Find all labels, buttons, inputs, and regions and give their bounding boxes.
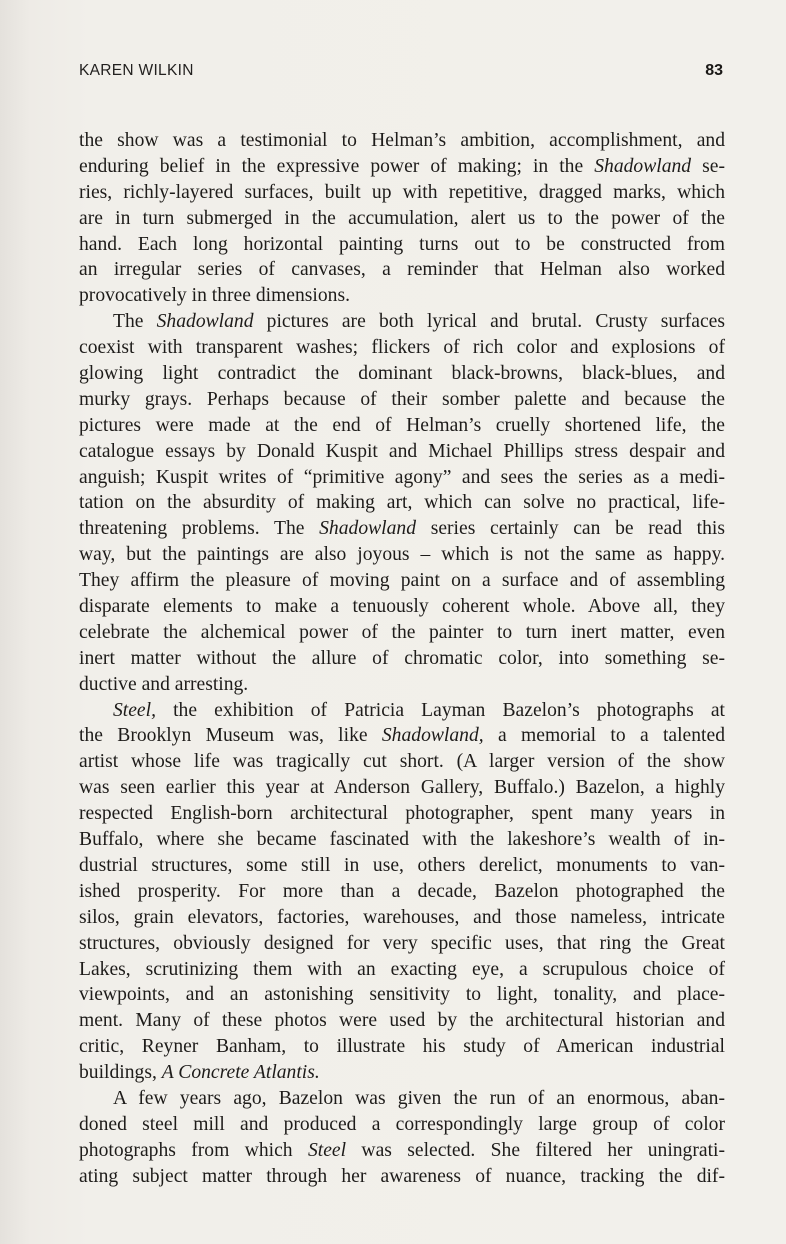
text-run: way, but the paintings are also joyous – which is not the same as happy. (79, 544, 725, 566)
text-line (79, 931, 725, 957)
text-run: enduring belief in the expressive power of making; in the (79, 155, 595, 177)
text-line (79, 232, 725, 258)
paragraph (79, 309, 725, 697)
text-run: provocatively in three dimensions. (79, 285, 350, 307)
text-line (79, 180, 725, 206)
text-run: catalogue essays by Donald Kuspit and Michael Phillips stress despair and (79, 440, 725, 462)
text-line (79, 361, 725, 387)
italic-title: Shadowland (594, 155, 692, 177)
text-run: disparate elements to make a tenuously coherent whole. Above all, they (79, 596, 725, 618)
italic-title: A Concrete Atlantis. (161, 1062, 320, 1084)
text-run: viewpoints, and an astonishing sensitivity to light, tonality, and place- (79, 984, 725, 1006)
italic-title: Steel, (113, 699, 156, 721)
text-line (79, 827, 725, 853)
body-text (79, 128, 725, 1190)
text-line (79, 1060, 725, 1086)
text-line (79, 413, 725, 439)
paragraph (79, 1086, 725, 1190)
text-run: silos, grain elevators, factories, warehouses, and those nameless, intricate (79, 906, 725, 928)
text-run: coexist with transparent washes; flickers of rich color and explosions of (79, 337, 725, 359)
text-run: inert matter without the allure of chromatic color, into something se- (79, 647, 725, 669)
text-line (79, 672, 725, 698)
text-run: ished prosperity. For more than a decade, Bazelon photographed the (79, 880, 725, 902)
text-run: A few years ago, Bazelon was given the run of an enormous, aban- (113, 1087, 725, 1109)
text-run: are in turn submerged in the accumulation, alert us to the power of the (79, 207, 725, 229)
text-run: se- (691, 155, 725, 177)
text-run: hand. Each long horizontal painting turns out to be constructed from (79, 233, 725, 255)
text-line (79, 879, 725, 905)
text-run: Lakes, scrutinizing them with an exacting eye, a scrupulous choice of (79, 958, 725, 980)
page-header (79, 62, 723, 84)
text-run: was selected. She filtered her uningrati- (346, 1139, 725, 1161)
text-line (79, 620, 725, 646)
italic-title: Shadowland (156, 311, 254, 333)
text-line (79, 439, 725, 465)
text-run: ries, richly-layered surfaces, built up with repetitive, dragged marks, which (79, 181, 725, 203)
text-run: buildings, (79, 1062, 162, 1084)
text-line (79, 1008, 725, 1034)
text-run: a memorial to a talented (483, 725, 725, 747)
text-line (79, 749, 725, 775)
text-line (79, 646, 725, 672)
text-line (79, 283, 725, 309)
text-line (79, 128, 725, 154)
paragraph (79, 128, 725, 309)
text-run: tation on the absurdity of making art, which can solve no practical, life- (79, 492, 725, 514)
text-line (79, 594, 725, 620)
paragraph (79, 698, 725, 1086)
text-line (79, 335, 725, 361)
text-run: celebrate the alchemical power of the painter to turn inert matter, even (79, 621, 725, 643)
text-run: artist whose life was tragically cut short. (A larger version of the show (79, 751, 725, 773)
text-run: ment. Many of these photos were used by the architectural historian and (79, 1010, 725, 1032)
text-run: dustrial structures, some still in use, others derelict, monuments to van- (79, 854, 725, 876)
text-line (79, 982, 725, 1008)
text-run: anguish; Kuspit writes of “primitive agony” and sees the series as a medi- (79, 466, 725, 488)
text-run: the show was a testimonial to Helman’s ambition, accomplishment, and (79, 130, 725, 151)
text-run: murky grays. Perhaps because of their somber palette and because the (79, 388, 725, 410)
text-run: respected English-born architectural photographer, spent many years in (79, 803, 725, 825)
text-line (79, 206, 725, 232)
text-line (79, 465, 725, 491)
text-line (79, 542, 725, 568)
page-number: 83 (705, 62, 723, 79)
italic-title: Steel (307, 1139, 347, 1161)
text-run: threatening problems. The (79, 518, 320, 540)
text-run: The (113, 311, 157, 333)
italic-title: Shadowland, (381, 725, 484, 747)
text-run: critic, Reyner Banham, to illustrate his study of American industrial (79, 1036, 725, 1058)
text-line (79, 516, 725, 542)
text-line (79, 387, 725, 413)
text-line (79, 309, 725, 335)
text-run: the exhibition of Patricia Layman Bazelon’s photographs at (155, 699, 725, 721)
text-run: pictures were made at the end of Helman’s cruelly shortened life, the (79, 414, 725, 436)
text-run: Buffalo, where she became fascinated with the lakeshore’s wealth of in- (79, 829, 725, 851)
text-run: was seen earlier this year at Anderson Gallery, Buffalo.) Bazelon, a highly (79, 777, 725, 799)
text-line (79, 1034, 725, 1060)
text-run: pictures are both lyrical and brutal. Crusty surfaces (253, 311, 725, 333)
text-run: the Brooklyn Museum was, like (79, 725, 382, 747)
text-run: an irregular series of canvases, a reminder that Helman also worked (79, 259, 725, 281)
text-run: doned steel mill and produced a correspondingly large group of color (79, 1113, 725, 1135)
text-run: structures, obviously designed for very specific uses, that ring the Great (79, 932, 725, 954)
text-line (79, 1086, 725, 1112)
text-run: series certainly can be read this (416, 518, 725, 540)
text-line (79, 154, 725, 180)
italic-title: Shadowland (319, 518, 417, 540)
text-line (79, 853, 725, 879)
text-line (79, 257, 725, 283)
text-line (79, 957, 725, 983)
text-line (79, 905, 725, 931)
text-run: photographs from which (79, 1139, 308, 1161)
text-run: ating subject matter through her awareness of nuance, tracking the dif- (79, 1165, 725, 1187)
text-line (79, 723, 725, 749)
text-line (79, 801, 725, 827)
text-run: glowing light contradict the dominant black-browns, black-blues, and (79, 363, 725, 385)
text-line (79, 775, 725, 801)
text-line (79, 490, 725, 516)
running-head: KAREN WILKIN (79, 62, 194, 79)
text-line (79, 1138, 725, 1164)
text-line (79, 1164, 725, 1190)
text-line (79, 1112, 725, 1138)
text-line (79, 568, 725, 594)
text-run: They affirm the pleasure of moving paint on a surface and of assembling (79, 570, 725, 592)
text-line (79, 698, 725, 724)
text-run: ductive and arresting. (79, 673, 249, 695)
